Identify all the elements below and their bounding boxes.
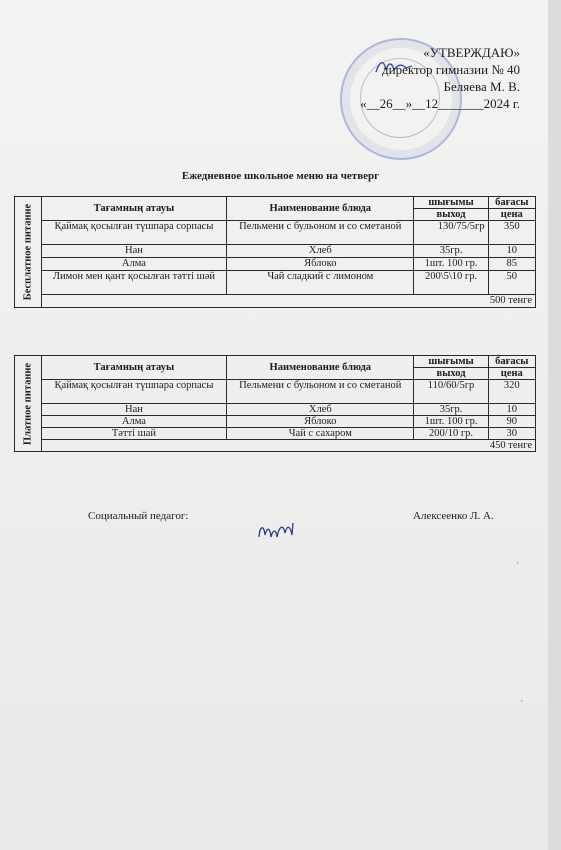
free-meal-table xyxy=(14,196,536,308)
table-row xyxy=(15,416,536,428)
dish-kz: Лимон мен қант қосылған тәтті шәй xyxy=(41,271,226,295)
header-kz-name: Тағамның атауы xyxy=(41,356,226,380)
approval-heading: «УТВЕРЖДАЮ» xyxy=(423,45,520,60)
dish-ru: Чай с сахаром xyxy=(227,428,414,440)
table-row xyxy=(15,271,536,295)
dish-price: 85 xyxy=(488,258,535,271)
dish-ru: Чай сладкий с лимоном xyxy=(227,271,414,295)
paid-meal-table xyxy=(14,355,536,452)
table-row xyxy=(15,245,536,258)
header-price-ru: цена xyxy=(488,209,535,221)
dish-price: 320 xyxy=(488,380,535,404)
dish-yield: 200\5\10 гр. xyxy=(414,271,488,295)
dish-kz: Нан xyxy=(41,404,226,416)
header-price-kz: бағасы xyxy=(488,356,535,368)
header-yield-ru: выход xyxy=(414,368,488,380)
paid-section-label: Платное питание xyxy=(22,362,34,445)
table-row xyxy=(15,404,536,416)
dish-yield: 200/10 гр. xyxy=(414,428,488,440)
dish-price: 350 xyxy=(488,221,535,245)
dish-kz: Тәтті шай xyxy=(41,428,226,440)
pen-mark: ˌ xyxy=(516,552,520,564)
total-row xyxy=(15,295,536,308)
dish-yield: 35гр. xyxy=(414,404,488,416)
dish-price: 90 xyxy=(488,416,535,428)
free-section-label-cell xyxy=(15,197,42,308)
dish-ru: Хлеб xyxy=(227,404,414,416)
table-row xyxy=(15,221,536,245)
dish-yield: 1шт. 100 гр. xyxy=(414,258,488,271)
table-row xyxy=(15,258,536,271)
dish-price: 10 xyxy=(488,245,535,258)
dish-ru: Яблоко xyxy=(227,416,414,428)
dish-yield: 110/60/5гр xyxy=(414,380,488,404)
dish-kz: Қаймақ қосылған түшпара сорпасы xyxy=(41,221,226,245)
dish-ru: Яблоко xyxy=(227,258,414,271)
dish-kz: Нан xyxy=(41,245,226,258)
header-kz-name: Тағамның атауы xyxy=(41,197,226,221)
header-price-kz: бағасы xyxy=(488,197,535,209)
dish-ru: Хлеб xyxy=(227,245,414,258)
dish-ru: Пельмени с бульоном и со сметаной xyxy=(227,221,414,245)
dish-ru: Пельмени с бульоном и со сметаной xyxy=(227,380,414,404)
dish-price: 30 xyxy=(488,428,535,440)
approval-block xyxy=(360,44,520,112)
page-title: Ежедневное школьное меню на четверг xyxy=(181,170,380,182)
dish-price: 50 xyxy=(488,271,535,295)
dish-kz: Алма xyxy=(41,258,226,271)
pen-mark: ˌ xyxy=(520,690,524,702)
dish-yield: 130/75/5гр xyxy=(414,221,488,245)
dish-yield: 1шт. 100 гр. xyxy=(414,416,488,428)
paid-total: 450 тенге xyxy=(41,440,535,452)
paid-section-label-cell xyxy=(15,356,42,452)
approval-date: «__26__»__12_______2024 г. xyxy=(360,96,520,111)
header-yield-kz: шығымы xyxy=(414,197,488,209)
total-row xyxy=(15,440,536,452)
header-yield-kz: шығымы xyxy=(414,356,488,368)
header-ru-name: Наименование блюда xyxy=(227,356,414,380)
dish-yield: 35гр. xyxy=(414,245,488,258)
header-yield-ru: выход xyxy=(414,209,488,221)
free-total: 500 тенге xyxy=(41,295,535,308)
dish-kz: Қаймақ қосылған түшпара сорпасы xyxy=(41,380,226,404)
table-row xyxy=(15,428,536,440)
table-row xyxy=(15,380,536,404)
approval-name: Беляева М. В. xyxy=(443,79,520,94)
free-section-label: Бесплатное питание xyxy=(22,203,34,301)
dish-kz: Алма xyxy=(41,416,226,428)
approval-position: директор гимназии № 40 xyxy=(382,62,520,77)
signer-role: Социальный педагог: xyxy=(88,510,189,522)
signer-name: Алексеенко Л. А. xyxy=(413,510,494,522)
dish-price: 10 xyxy=(488,404,535,416)
header-ru-name: Наименование блюда xyxy=(227,197,414,221)
header-price-ru: цена xyxy=(488,368,535,380)
page-edge xyxy=(548,0,561,850)
teacher-signature xyxy=(256,517,296,545)
